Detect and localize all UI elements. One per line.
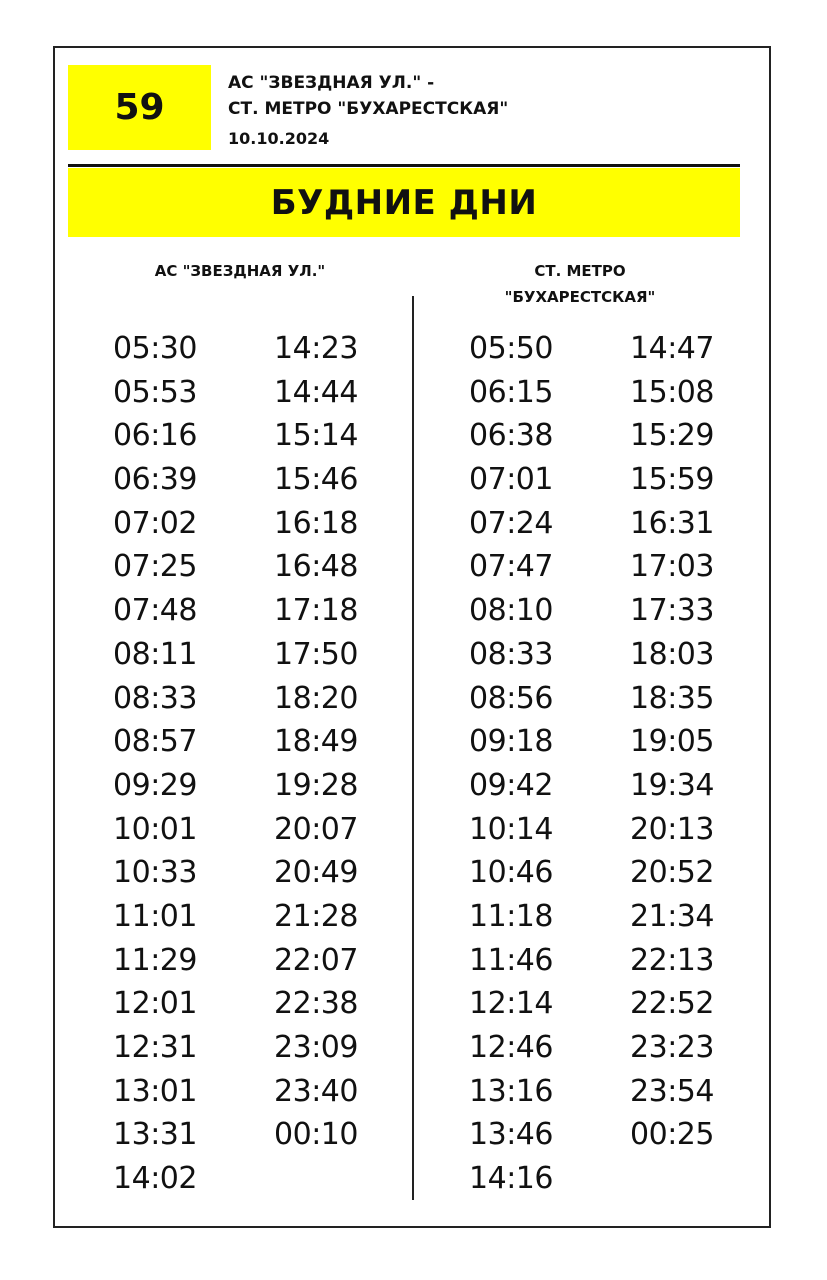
route-number: 59 [114, 87, 165, 128]
departure-time: 21:34 [630, 898, 714, 934]
departure-time: 21:28 [274, 898, 358, 934]
departure-time: 10:14 [469, 811, 553, 847]
departure-time: 08:33 [113, 680, 197, 716]
departure-time: 07:48 [113, 593, 197, 629]
departure-time: 09:29 [113, 767, 197, 803]
departure-time: 00:10 [274, 1117, 358, 1153]
day-type-label: БУДНИЕ ДНИ [270, 182, 538, 223]
departure-time: 11:46 [469, 942, 553, 978]
departure-time: 18:49 [274, 724, 358, 760]
effective-date: 10.10.2024 [228, 129, 330, 148]
departure-time: 20:49 [274, 855, 358, 891]
departure-time: 22:07 [274, 942, 358, 978]
departure-time: 13:31 [113, 1117, 197, 1153]
route-name-line2: СТ. МЕТРО "БУХАРЕСТСКАЯ" [228, 99, 509, 119]
departure-time: 07:25 [113, 549, 197, 585]
departure-time: 23:54 [630, 1073, 714, 1109]
departure-time: 00:25 [630, 1117, 714, 1153]
departure-time: 07:24 [469, 505, 553, 541]
direction-title-line2: "БУХАРЕСТСКАЯ" [504, 288, 656, 306]
times-column [80, 327, 230, 1201]
times-column [436, 327, 586, 1201]
departure-time: 09:42 [469, 767, 553, 803]
departure-time: 16:18 [274, 505, 358, 541]
departure-time: 15:29 [630, 418, 714, 454]
departure-time: 10:33 [113, 855, 197, 891]
departure-time: 14:47 [630, 331, 714, 366]
departure-time: 20:52 [630, 855, 714, 891]
departure-time: 08:11 [113, 636, 197, 672]
departure-time: 15:46 [274, 462, 358, 498]
departure-time: 16:48 [274, 549, 358, 585]
departure-time: 17:03 [630, 549, 714, 585]
departure-time: 22:13 [630, 942, 714, 978]
departure-time: 05:30 [113, 331, 197, 366]
route-name-line1: АС "ЗВЕЗДНАЯ УЛ." - [228, 73, 435, 93]
departure-time: 09:18 [469, 724, 553, 760]
departure-time: 14:44 [274, 374, 358, 410]
departure-time: 06:39 [113, 462, 197, 498]
departure-time: 07:47 [469, 549, 553, 585]
departure-time: 20:07 [274, 811, 358, 847]
departure-time: 19:34 [630, 767, 714, 803]
departure-time: 12:31 [113, 1030, 197, 1065]
departure-time: 10:01 [113, 811, 197, 847]
departure-time: 08:10 [469, 593, 553, 629]
departure-time: 06:38 [469, 418, 553, 454]
departure-time: 23:40 [274, 1073, 358, 1109]
direction-title-line1: АС "ЗВЕЗДНАЯ УЛ." [154, 262, 326, 280]
direction-title-line1: СТ. МЕТРО [534, 262, 626, 280]
times-column [597, 327, 747, 1157]
departure-time: 13:46 [469, 1117, 553, 1153]
departure-time: 15:08 [630, 374, 714, 410]
departure-time: 05:53 [113, 374, 197, 410]
departure-time: 08:56 [469, 680, 553, 716]
departure-time: 17:18 [274, 593, 358, 629]
departure-time: 06:15 [469, 374, 553, 410]
day-type-banner [68, 168, 740, 237]
departure-time: 14:23 [274, 331, 358, 366]
departure-time: 08:57 [113, 724, 197, 760]
departure-time: 14:02 [113, 1161, 197, 1197]
departure-time: 18:20 [274, 680, 358, 716]
departure-time: 12:46 [469, 1030, 553, 1065]
route-number-badge [68, 65, 211, 150]
departure-time: 11:29 [113, 942, 197, 978]
departure-time: 05:50 [469, 331, 553, 366]
times-column [241, 327, 391, 1157]
departure-time: 11:18 [469, 898, 553, 934]
departure-time: 15:59 [630, 462, 714, 498]
departure-time: 07:02 [113, 505, 197, 541]
departure-time: 22:52 [630, 986, 714, 1022]
departure-time: 22:38 [274, 986, 358, 1022]
direction-divider [412, 296, 414, 1200]
departure-time: 20:13 [630, 811, 714, 847]
departure-time: 08:33 [469, 636, 553, 672]
header-divider [68, 164, 740, 167]
departure-time: 13:16 [469, 1073, 553, 1109]
departure-time: 17:50 [274, 636, 358, 672]
departure-time: 23:23 [630, 1030, 714, 1065]
departure-time: 06:16 [113, 418, 197, 454]
departure-time: 11:01 [113, 898, 197, 934]
departure-time: 18:03 [630, 636, 714, 672]
departure-time: 07:01 [469, 462, 553, 498]
departure-time: 19:28 [274, 767, 358, 803]
departure-time: 12:14 [469, 986, 553, 1022]
direction-title-zvezdnaya [80, 258, 400, 284]
departure-time: 14:16 [469, 1161, 553, 1197]
departure-time: 19:05 [630, 724, 714, 760]
direction-title-bukharestskaya [420, 258, 740, 310]
departure-time: 16:31 [630, 505, 714, 541]
departure-time: 10:46 [469, 855, 553, 891]
departure-time: 12:01 [113, 986, 197, 1022]
departure-time: 23:09 [274, 1030, 358, 1065]
route-name [228, 70, 508, 122]
departure-time: 18:35 [630, 680, 714, 716]
departure-time: 15:14 [274, 418, 358, 454]
departure-time: 17:33 [630, 593, 714, 629]
departure-time: 13:01 [113, 1073, 197, 1109]
